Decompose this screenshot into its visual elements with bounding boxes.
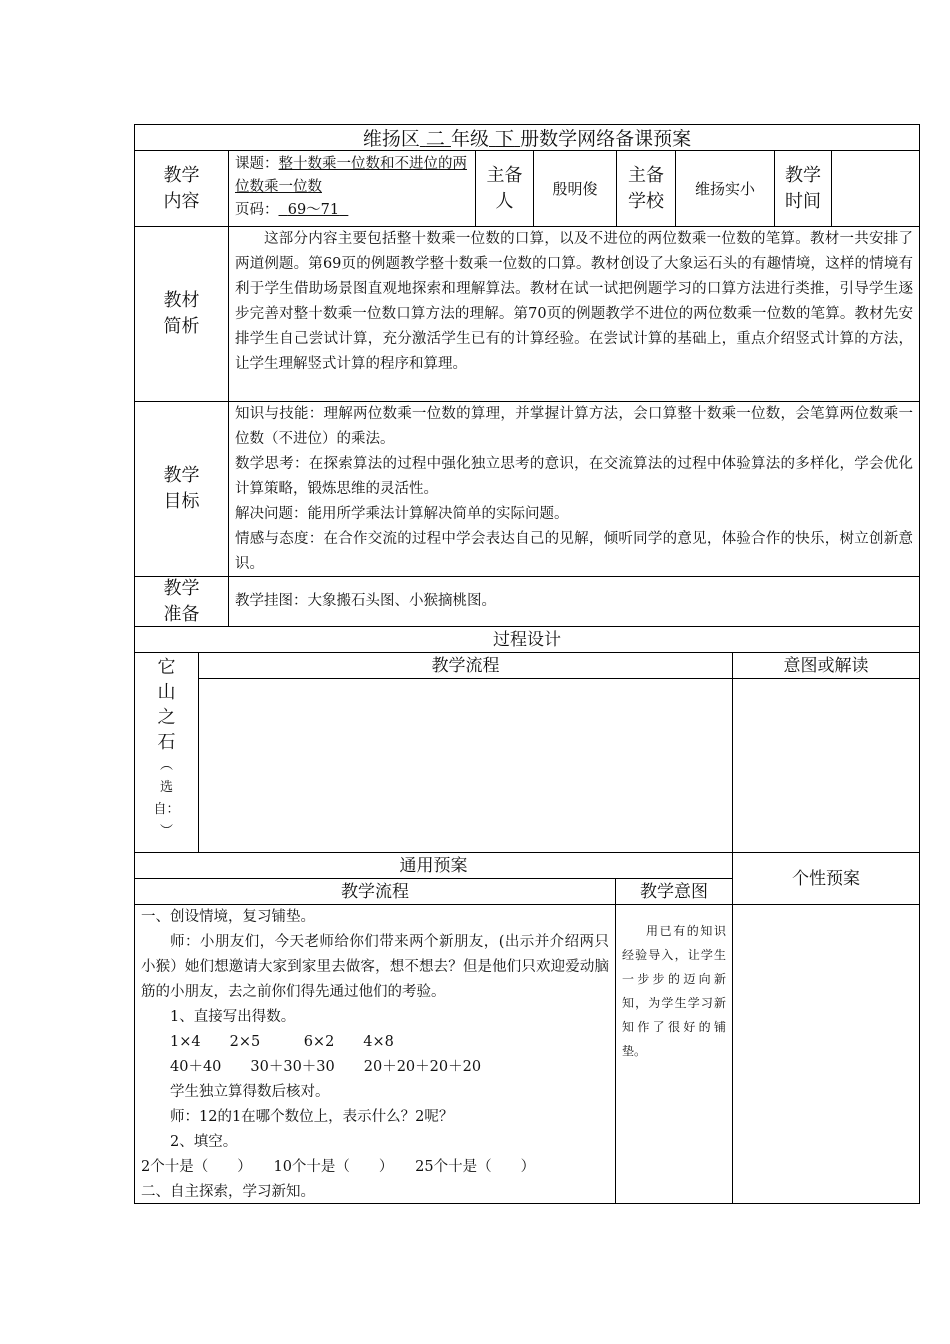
preparer-name: 殷明俊	[533, 150, 617, 227]
analysis-label: 教材 简析	[134, 226, 229, 402]
flow-line: 师：小朋友们，今天老师给你们带来两个新朋友，(出示并介绍两只小猴）她们想邀请大家到家里去做客，想不想去？但是他们只欢迎爱动脑筋的小朋友，去之前你们得先通过他们的考验。	[141, 934, 609, 1000]
lesson-title: 整十数乘一位数和不进位的两位数乘一位数	[235, 156, 467, 195]
analysis-text: 这部分内容主要包括整十数乘一位数的口算，以及不进位的两位数乘一位数的笔算。教材一共安排了两道例题。第69页的例题教学整十数乘一位数的口算。教材创设了大象运石头的有趣情境，这样的情境有利于学生借助场景图直观地探索和理解算法。教材在试一试把例题学习的口算方法进行类推，引导学生逐步完善对整十数乘一位数口算方法的理解。第70页的例题教学不进位的两位数乘一位数的笔算。教材先安排学生自己尝试计算，充分激活学生已有的计算经验。在尝试计算的基础上，重点介绍竖式计算的方法，让学生理解竖式计算的程序和算理。	[235, 231, 913, 372]
process-heading: 过程设计	[134, 626, 920, 653]
lesson-title-line: 课题：整十数乘一位数和不进位的两位数乘一位数	[235, 156, 467, 195]
personal-header: 个性预案	[732, 852, 920, 905]
flow-content-empty	[198, 678, 733, 853]
teaching-content-label: 教学 内容	[134, 150, 229, 227]
goal-item: 知识与技能：理解两位数乘一位数的算理，并掌握计算方法，会口算整十数乘一位数，会笔算两位数乘一位数（不进位）的乘法。	[235, 406, 913, 447]
flow-line: 40＋40 30＋30＋30 20＋20＋20＋20	[170, 1059, 482, 1075]
time-value	[831, 150, 920, 227]
flow-line: 1×4 2×5 6×2 4×8	[170, 1034, 394, 1050]
side-char: 石	[157, 732, 176, 753]
goal-item: 解决问题：能用所学乘法计算解决简单的实际问题。	[235, 506, 569, 522]
goals-label: 教学 目标	[134, 401, 229, 577]
analysis-text-cell	[228, 226, 920, 402]
flow-line: 二、自主探索，学习新知。	[141, 1184, 315, 1200]
goal-item: 情感与态度：在合作交流的过程中学会表达自己的见解，倾听同学的意见，体验合作的快乐，树立创新意识。	[235, 531, 913, 572]
title-cell	[134, 124, 920, 151]
other-stones-side	[134, 652, 199, 853]
prep-label: 教学 准备	[134, 576, 229, 627]
page-title: 维扬区 二 年级 下 册数学网络备课预案	[362, 128, 692, 150]
flow-line: 一、创设情境，复习铺垫。	[141, 909, 315, 925]
general-flow-header: 教学流程	[134, 878, 616, 905]
side-char: 之	[157, 707, 176, 728]
intent-text: 用已有的知识经验导入，让学生一步步的迈向新知，为学生学习新知作了很好的铺垫。	[622, 924, 726, 1058]
intent-header: 意图或解读	[732, 652, 920, 679]
general-heading: 通用预案	[134, 852, 733, 879]
side-note: 选	[159, 780, 173, 795]
side-char: 山	[157, 682, 176, 703]
flow-header: 教学流程	[198, 652, 733, 679]
school-name: 维扬实小	[675, 150, 775, 227]
general-intent-header: 教学意图	[615, 878, 733, 905]
time-label: 教学 时间	[774, 150, 832, 227]
side-note: 自：	[153, 802, 180, 817]
intent-content-empty	[732, 678, 920, 853]
side-char: 它	[157, 657, 176, 678]
lesson-info-cell	[228, 150, 476, 227]
preparer-label: 主备 人	[475, 150, 534, 227]
flow-line: 2个十是（ ） 10个十是（ ） 25个十是（ ）	[141, 1159, 536, 1175]
general-flow-content	[134, 904, 616, 1204]
school-label: 主备 学校	[616, 150, 676, 227]
flow-line: 2、填空。	[170, 1134, 238, 1150]
side-note: ︵	[159, 758, 173, 773]
flow-line: 1、直接写出得数。	[170, 1009, 296, 1025]
general-intent-content	[615, 904, 733, 1204]
page-range: 69～71	[287, 202, 340, 218]
prep-cell	[228, 576, 920, 627]
flow-line: 学生独立算得数后核对。	[170, 1084, 330, 1100]
side-note: ︶	[159, 824, 173, 839]
goals-cell	[228, 401, 920, 577]
page-range-line: 页码： 69～71	[235, 199, 469, 222]
prep-text: 教学挂图：大象搬石头图、小猴摘桃图。	[235, 593, 496, 609]
goal-item: 数学思考：在探索算法的过程中强化独立思考的意识，在交流算法的过程中体验算法的多样化，学会优化计算策略，锻炼思维的灵活性。	[235, 456, 913, 497]
flow-line: 师：12的1在哪个数位上，表示什么？2呢？	[170, 1109, 454, 1125]
personal-content-empty	[732, 904, 920, 1204]
